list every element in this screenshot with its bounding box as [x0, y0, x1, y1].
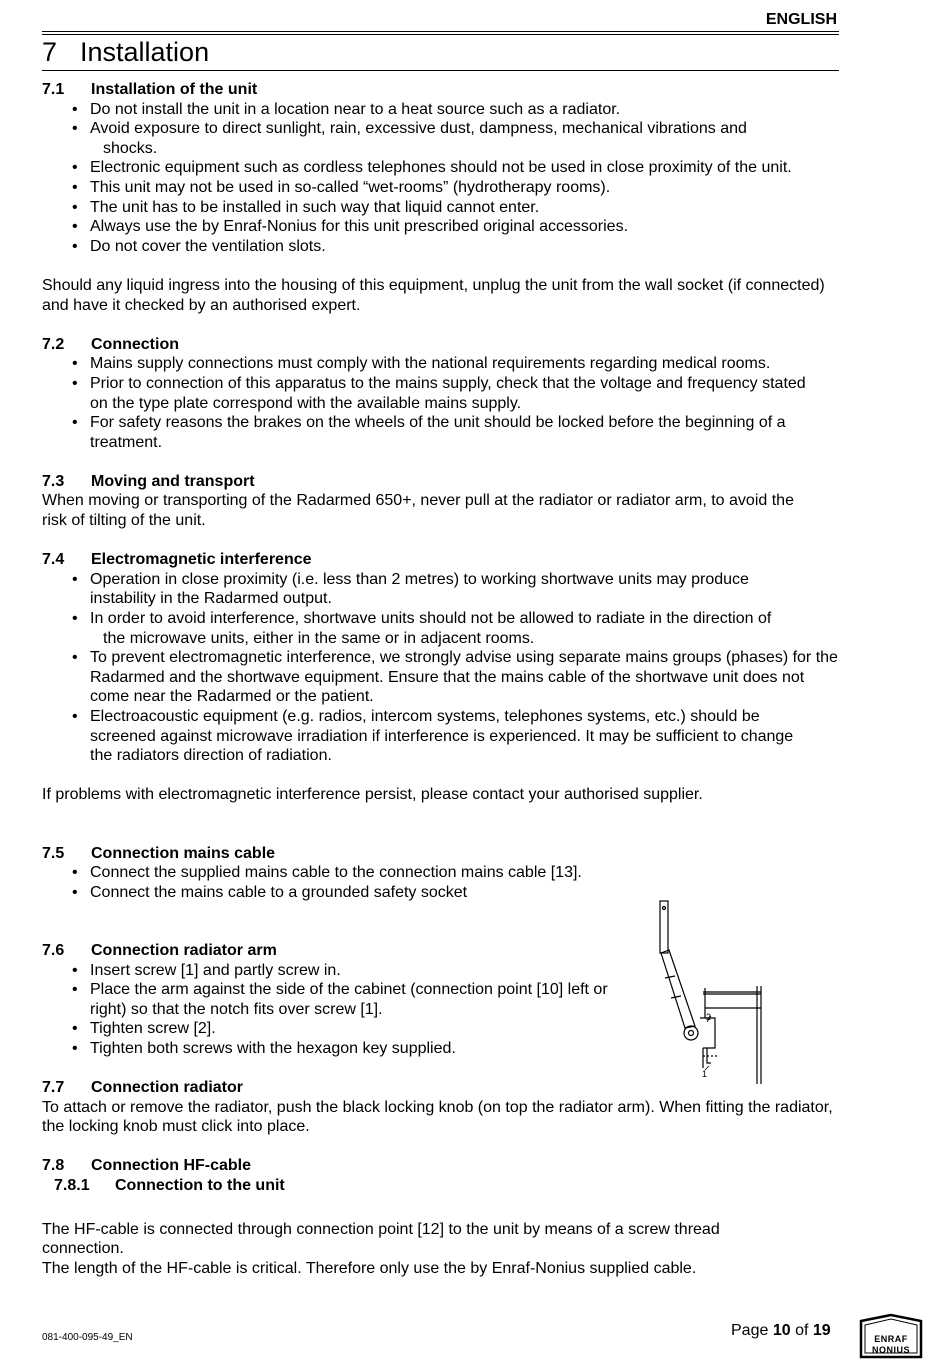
chapter-title-text: Installation — [80, 37, 210, 67]
section-number: 7.6 — [42, 941, 65, 959]
logo-line: NONIUS — [871, 1345, 910, 1355]
section-title: Connection HF-cable — [91, 1157, 252, 1175]
section-number: 7.2 — [42, 335, 65, 353]
list-item: • Electroacoustic equipment (e.g. radios, intercom systems, telephones systems, etc.) should be screened against microwave irradiation if interference is experienced. It may be sufficient to change the radiators direction of radiation. — [42, 707, 842, 766]
chapter-rule — [42, 70, 839, 71]
list-item: • Mains supply connections must comply with the national requirements regarding medical rooms. — [42, 354, 842, 374]
list-item: • Always use the by Enraf-Nonius for this unit prescribed original accessories. — [42, 217, 842, 237]
paragraph: Should any liquid ingress into the housing of this equipment, unplug the unit from the wall socket (if connected) and have it checked by an authorised expert. — [42, 276, 825, 314]
logo-line: ENRAF — [874, 1334, 908, 1344]
paragraph: The length of the HF-cable is critical. Therefore only use the by Enraf-Nonius supplied cable. — [42, 1259, 697, 1277]
list-item: • Place the arm against the side of the cabinet (connection point [10] left or right) so that the notch fits over screw [1]. — [42, 980, 617, 1019]
header-rule — [42, 31, 839, 32]
paragraph: When moving or transporting of the Radarmed 650+, never pull at the radiator or radiator arm, to avoid the risk of tilting of the unit. — [42, 492, 794, 530]
list-item: • This unit may not be used in so-called “wet-rooms” (hydrotherapy rooms). — [42, 178, 842, 198]
section-title: Installation of the unit — [91, 81, 258, 98]
section-heading — [42, 335, 842, 355]
list-item-text: Avoid exposure to direct sunlight, rain, excessive dust, dampness, mechanical vibrations and — [90, 120, 747, 138]
header-rule — [42, 34, 839, 35]
section-number: 7.7 — [42, 1079, 65, 1097]
section-heading — [42, 844, 842, 864]
subsection-heading — [42, 1176, 842, 1196]
subsection-title: Connection to the unit — [115, 1177, 285, 1195]
section-number: 7.8 — [42, 1157, 65, 1175]
content — [42, 80, 842, 1278]
paragraph: The HF-cable is connected through connection point [12] to the unit by means of a screw thread connection. — [42, 1220, 720, 1258]
section-title: Connection — [91, 335, 179, 353]
list-item: • Electronic equipment such as cordless telephones should not be used in close proximity of the unit. — [42, 158, 842, 178]
section-number: 7.1 — [42, 81, 65, 98]
section-title: Connection radiator arm — [91, 941, 277, 959]
bullet-list — [42, 570, 842, 766]
list-item: • Tighten screw [2]. — [42, 1019, 617, 1039]
list-item: • To prevent electromagnetic interference, we strongly advise using separate mains groups (phases) for the Radarmed and the shortwave equipment. Ensure that the mains cable of the shortwave unit does not come near the Radarmed or the patient. — [42, 648, 842, 707]
section-number: 7.5 — [42, 844, 65, 862]
subsection-number: 7.8.1 — [54, 1177, 90, 1195]
paragraph: If problems with electromagnetic interference persist, please contact your authorised supplier. — [42, 786, 703, 804]
document-code: 081-400-095-49_EN — [42, 1332, 133, 1343]
list-item: • Do not cover the ventilation slots. — [42, 237, 842, 257]
section-number: 7.4 — [42, 551, 65, 569]
bullet-list — [42, 354, 842, 452]
list-item: • Connect the supplied mains cable to the connection mains cable [13]. — [42, 863, 617, 883]
paragraph: To attach or remove the radiator, push the black locking knob (on top the radiator arm). When fitting the radiator, the locking knob must click into place. — [42, 1098, 833, 1136]
enraf-nonius-logo — [857, 1313, 925, 1361]
section-title: Connection mains cable — [91, 844, 276, 862]
chapter-number: 7 — [42, 37, 58, 67]
language-label: ENGLISH — [765, 11, 837, 28]
section-number: 7.3 — [42, 472, 65, 490]
radiator-arm-figure — [645, 898, 770, 1088]
section-heading — [42, 1156, 842, 1176]
page-current: 10 — [772, 1322, 791, 1339]
list-item: • Tighten both screws with the hexagon key supplied. — [42, 1039, 617, 1059]
list-item-text: the microwave units, either in the same or in adjacent rooms. — [103, 629, 535, 647]
bullet-list — [42, 961, 617, 1059]
section-heading — [42, 550, 842, 570]
list-item: • The unit has to be installed in such way that liquid cannot enter. — [42, 198, 842, 218]
list-item: • Operation in close proximity (i.e. less than 2 metres) to working shortwave units may produce instability in the Radarmed output. — [42, 570, 842, 609]
chapter-title — [42, 36, 209, 68]
list-item — [42, 119, 842, 158]
page-number — [731, 1321, 831, 1341]
section-title: Connection radiator — [91, 1079, 244, 1097]
section-heading — [42, 472, 842, 492]
section-heading — [42, 80, 842, 100]
list-item: • For safety reasons the brakes on the wheels of the unit should be locked before the beginning of a treatment. — [42, 413, 842, 452]
bullet-list — [42, 100, 842, 257]
list-item-text: In order to avoid interference, shortwave units should not be allowed to radiate in the direction of — [90, 610, 772, 628]
list-item: • Insert screw [1] and partly screw in. — [42, 961, 617, 981]
bullet-list — [42, 863, 617, 902]
list-item-text: shocks. — [103, 139, 158, 157]
page-word: Page — [731, 1322, 769, 1339]
figure-label: 1 — [702, 1069, 708, 1079]
list-item: • Prior to connection of this apparatus to the mains supply, check that the voltage and frequency stated on the type plate correspond with the available mains supply. — [42, 374, 842, 413]
list-item: • Do not install the unit in a location near to a heat source such as a radiator. — [42, 100, 842, 120]
page-of: of — [795, 1322, 809, 1339]
figure-label: 2 — [706, 1012, 712, 1022]
section-title: Moving and transport — [91, 472, 255, 490]
page-total: 19 — [812, 1322, 831, 1339]
list-item — [42, 609, 842, 648]
list-item: • Connect the mains cable to a grounded safety socket — [42, 883, 617, 903]
section-title: Electromagnetic interference — [91, 551, 312, 569]
